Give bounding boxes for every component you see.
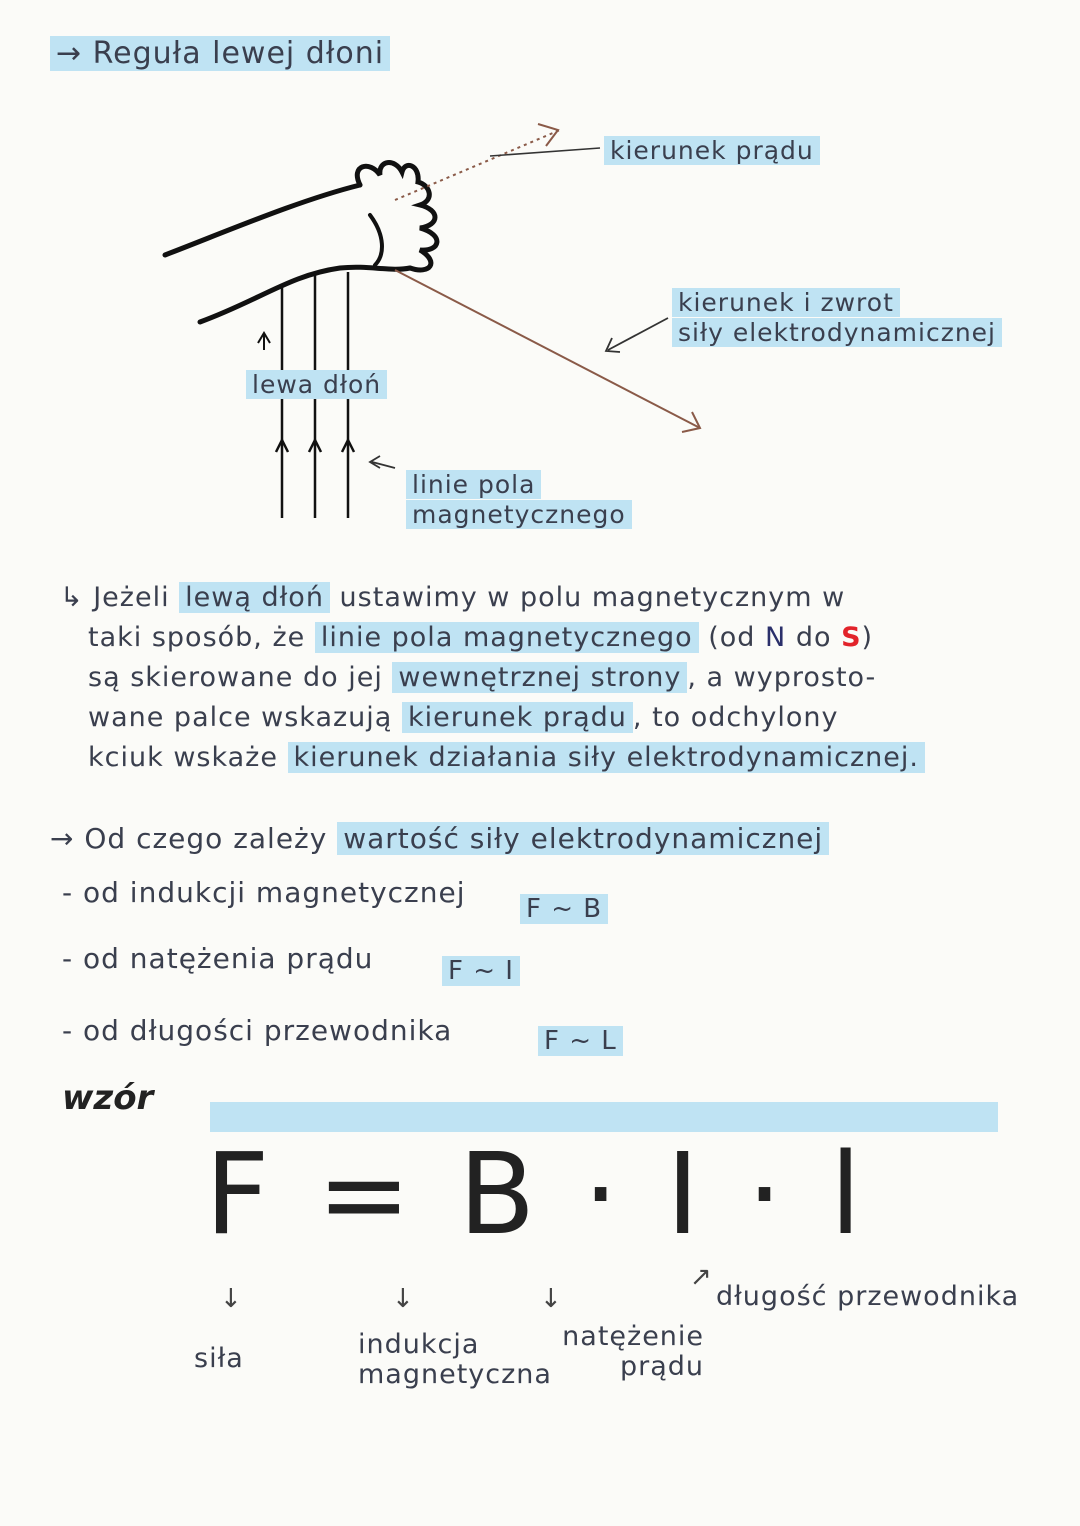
- label-palm: lewa dłoń: [246, 370, 387, 400]
- current-arrowhead: [538, 124, 558, 146]
- arrow-length-icon: ↗: [690, 1262, 712, 1292]
- factors-heading: → Od czego zależy wartość siły elektrodynamicznej: [50, 822, 829, 855]
- field-pointer-arrow-icon: [370, 456, 395, 468]
- factor-induction: - od indukcji magnetycznej: [62, 876, 466, 909]
- formula-highlight-bar: [210, 1102, 998, 1132]
- formula-label-induction: indukcja magnetyczna: [358, 1329, 552, 1390]
- pole-s: S: [841, 622, 862, 653]
- factor-length-eq: F ~ L: [538, 1026, 623, 1056]
- label-current-direction: kierunek prądu: [604, 136, 820, 166]
- formula-expression: F = B · I · l: [205, 1130, 868, 1260]
- formula-label-current: natężenie prądu: [562, 1321, 705, 1382]
- arrow-induction-icon: ↓: [392, 1284, 414, 1314]
- force-arrowhead: [682, 412, 700, 432]
- factor-current-eq: F ~ I: [442, 956, 520, 986]
- formula-label: wzór: [62, 1078, 154, 1118]
- force-label-pointer: [606, 318, 668, 352]
- label-field-lines: linie pola magnetycznego: [406, 470, 632, 530]
- current-direction-line: [395, 130, 560, 200]
- factor-length: - od długości przewodnika: [62, 1014, 453, 1047]
- formula-label-force: siła: [194, 1343, 244, 1374]
- title-text: → Reguła lewej dłoni: [50, 36, 390, 71]
- thumb-outline: [370, 215, 382, 265]
- arm-upper-line: [165, 185, 360, 255]
- pole-n: N: [765, 622, 787, 653]
- label-force-direction: kierunek i zwrot siły elektrodynamicznej: [672, 288, 1002, 348]
- formula-label-length: długość przewodnika: [716, 1281, 1020, 1312]
- palm-arrow-icon: [258, 333, 270, 350]
- arrow-force-icon: ↓: [220, 1284, 242, 1314]
- rule-paragraph: ↳ Jeżeli lewą dłoń ustawimy w polu magnetycznym w taki sposób, że linie pola magnetycznego (od N do S) są skierowane do jej wewnętrznej strony , a wyprosto- wane palce wskazują kierunek prądu , to odchylony kciuk wskaże kierunek działania siły elektrodynamicznej.: [60, 578, 1020, 778]
- factor-induction-eq: F ~ B: [520, 894, 608, 924]
- factor-current: - od natężenia prądu: [62, 942, 374, 975]
- arm-lower-line: [200, 267, 410, 322]
- force-direction-line: [395, 270, 700, 428]
- arrow-current-icon: ↓: [540, 1284, 562, 1314]
